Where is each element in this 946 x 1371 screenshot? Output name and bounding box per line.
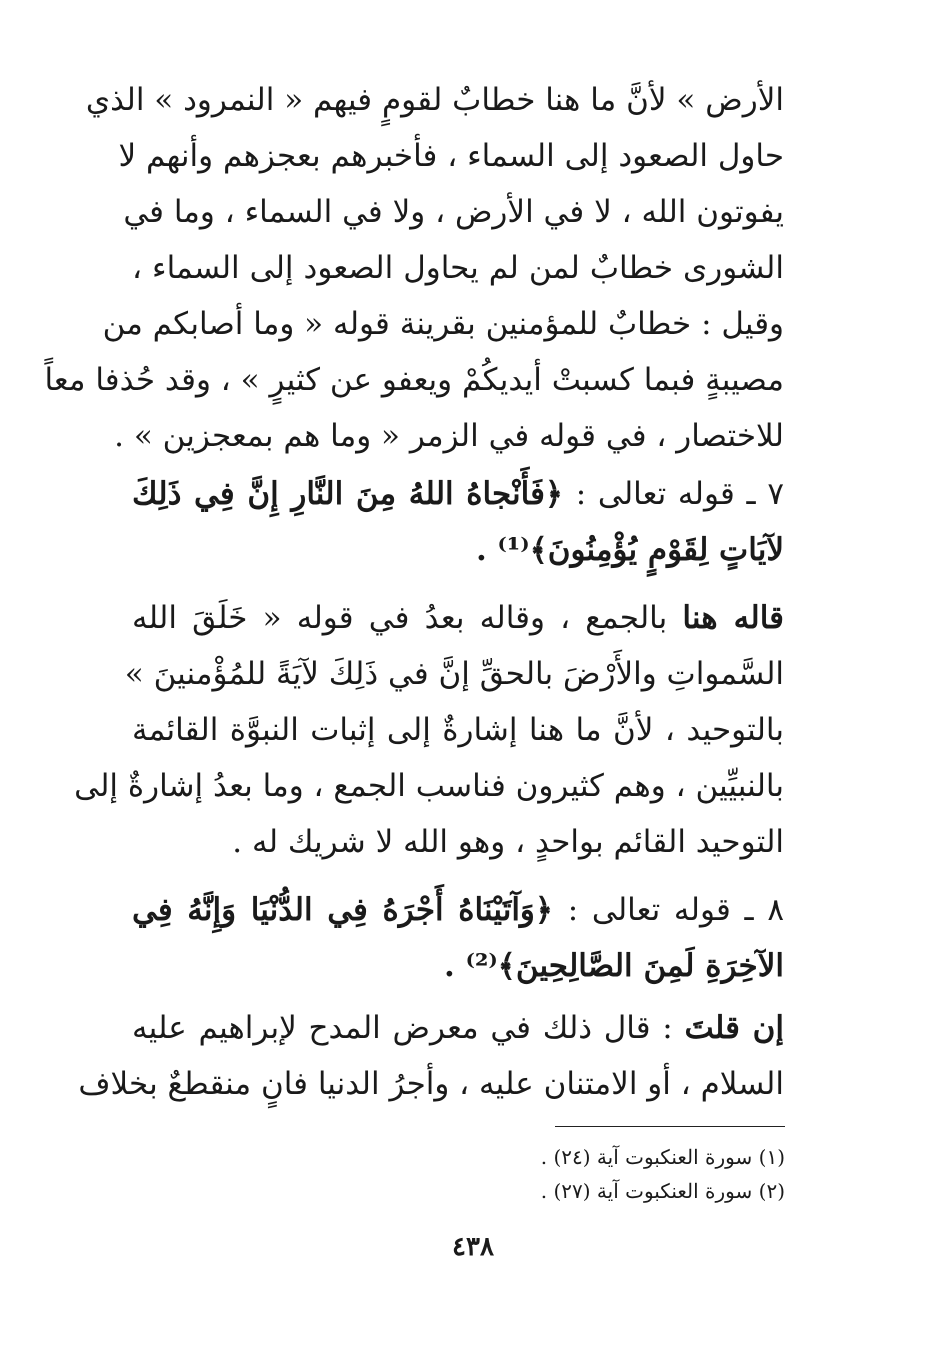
verse-8	[132, 882, 784, 994]
text-line: بالتوحيد ، لأنَّ ما هنا إشارةٌ إلى إثبات النبوَّة القائمة	[132, 712, 784, 748]
verse-line: الآخِرَةِ لَمِنَ الصَّالِحِينَ﴾⁽²⁾ .	[444, 948, 784, 984]
lead-phrase: إن قلتَ	[684, 1010, 784, 1046]
paragraph-2	[74, 590, 784, 870]
text-line: مصيبةٍ فبما كسبتْ أيديكُمْ ويعفو عن كثيرٍ » ، وقد حُذفا معاً	[44, 362, 784, 398]
verse-7	[132, 466, 784, 578]
text-line: السلام ، أو الامتنان عليه ، وأجرُ الدنيا فانٍ منقطعٌ بخلاف	[78, 1066, 784, 1102]
paragraph-3	[78, 1000, 784, 1112]
footnote: (٢) سورة العنكبوت آية (٢٧) .	[540, 1179, 785, 1203]
footnote-divider	[555, 1126, 785, 1127]
verse-text: ﴿فَأَنْجاهُ اللهُ مِنَ النَّارِ إِنَّ فِي ذَلِكَ	[132, 476, 564, 512]
text-line: حاول الصعود إلى السماء ، فأخبرهم بعجزهم وأنهم لا	[118, 138, 784, 174]
text-line: وقيل : خطابٌ للمؤمنين بقرينة قوله « وما أصابكم من	[102, 306, 784, 342]
text-line: للاختصار ، في قوله في الزمر « وما هم بمعجزين » .	[114, 418, 784, 454]
text-line: السَّمواتِ والأَرْضَ بالحقِّ إنَّ في ذَلِكَ لآيَةً للمُؤْمنينَ »	[124, 656, 784, 692]
text-line	[132, 1000, 784, 1056]
footnote: (١) سورة العنكبوت آية (٢٤) .	[540, 1145, 785, 1169]
text-line: التوحيد القائم بواحدٍ ، وهو الله لا شريك له .	[232, 824, 784, 860]
verse-text: ﴿وَآتَيْنَاهُ أَجْرَهُ فِي الدُّنْيَا وَإِنَّهُ فِي	[132, 892, 554, 928]
page-number: ٤٣٨	[452, 1232, 494, 1262]
footnotes	[440, 1140, 785, 1208]
verse-label: ٧ ـ قوله تعالى :	[575, 476, 784, 512]
text-line: يفوتون الله ، لا في الأرض ، ولا في السماء ، وما في	[123, 194, 784, 230]
text-fragment: : قال ذلك في معرض المدح لإبراهيم عليه	[132, 1010, 673, 1046]
lead-phrase: قاله هنا	[682, 600, 784, 636]
text-fragment: بالجمع ، وقاله بعدُ في قوله « خَلَقَ الله	[132, 600, 668, 636]
verse-line	[132, 466, 784, 522]
text-line: الأرض » لأنَّ ما هنا خطابٌ لقومٍ فيهم « النمرود » الذي	[85, 82, 784, 118]
text-line: بالنبيِّين ، وهم كثيرون فناسب الجمع ، وما بعدُ إشارةٌ إلى	[74, 768, 784, 804]
text-line: الشورى خطابٌ لمن لم يحاول الصعود إلى السماء ،	[132, 250, 784, 286]
paragraph-1	[44, 72, 784, 464]
verse-line: لآيَاتٍ لِقَوْمٍ يُؤْمِنُونَ﴾⁽¹⁾ .	[475, 532, 784, 568]
verse-label: ٨ ـ قوله تعالى :	[567, 892, 784, 928]
verse-line	[132, 882, 784, 938]
text-line	[132, 590, 784, 646]
